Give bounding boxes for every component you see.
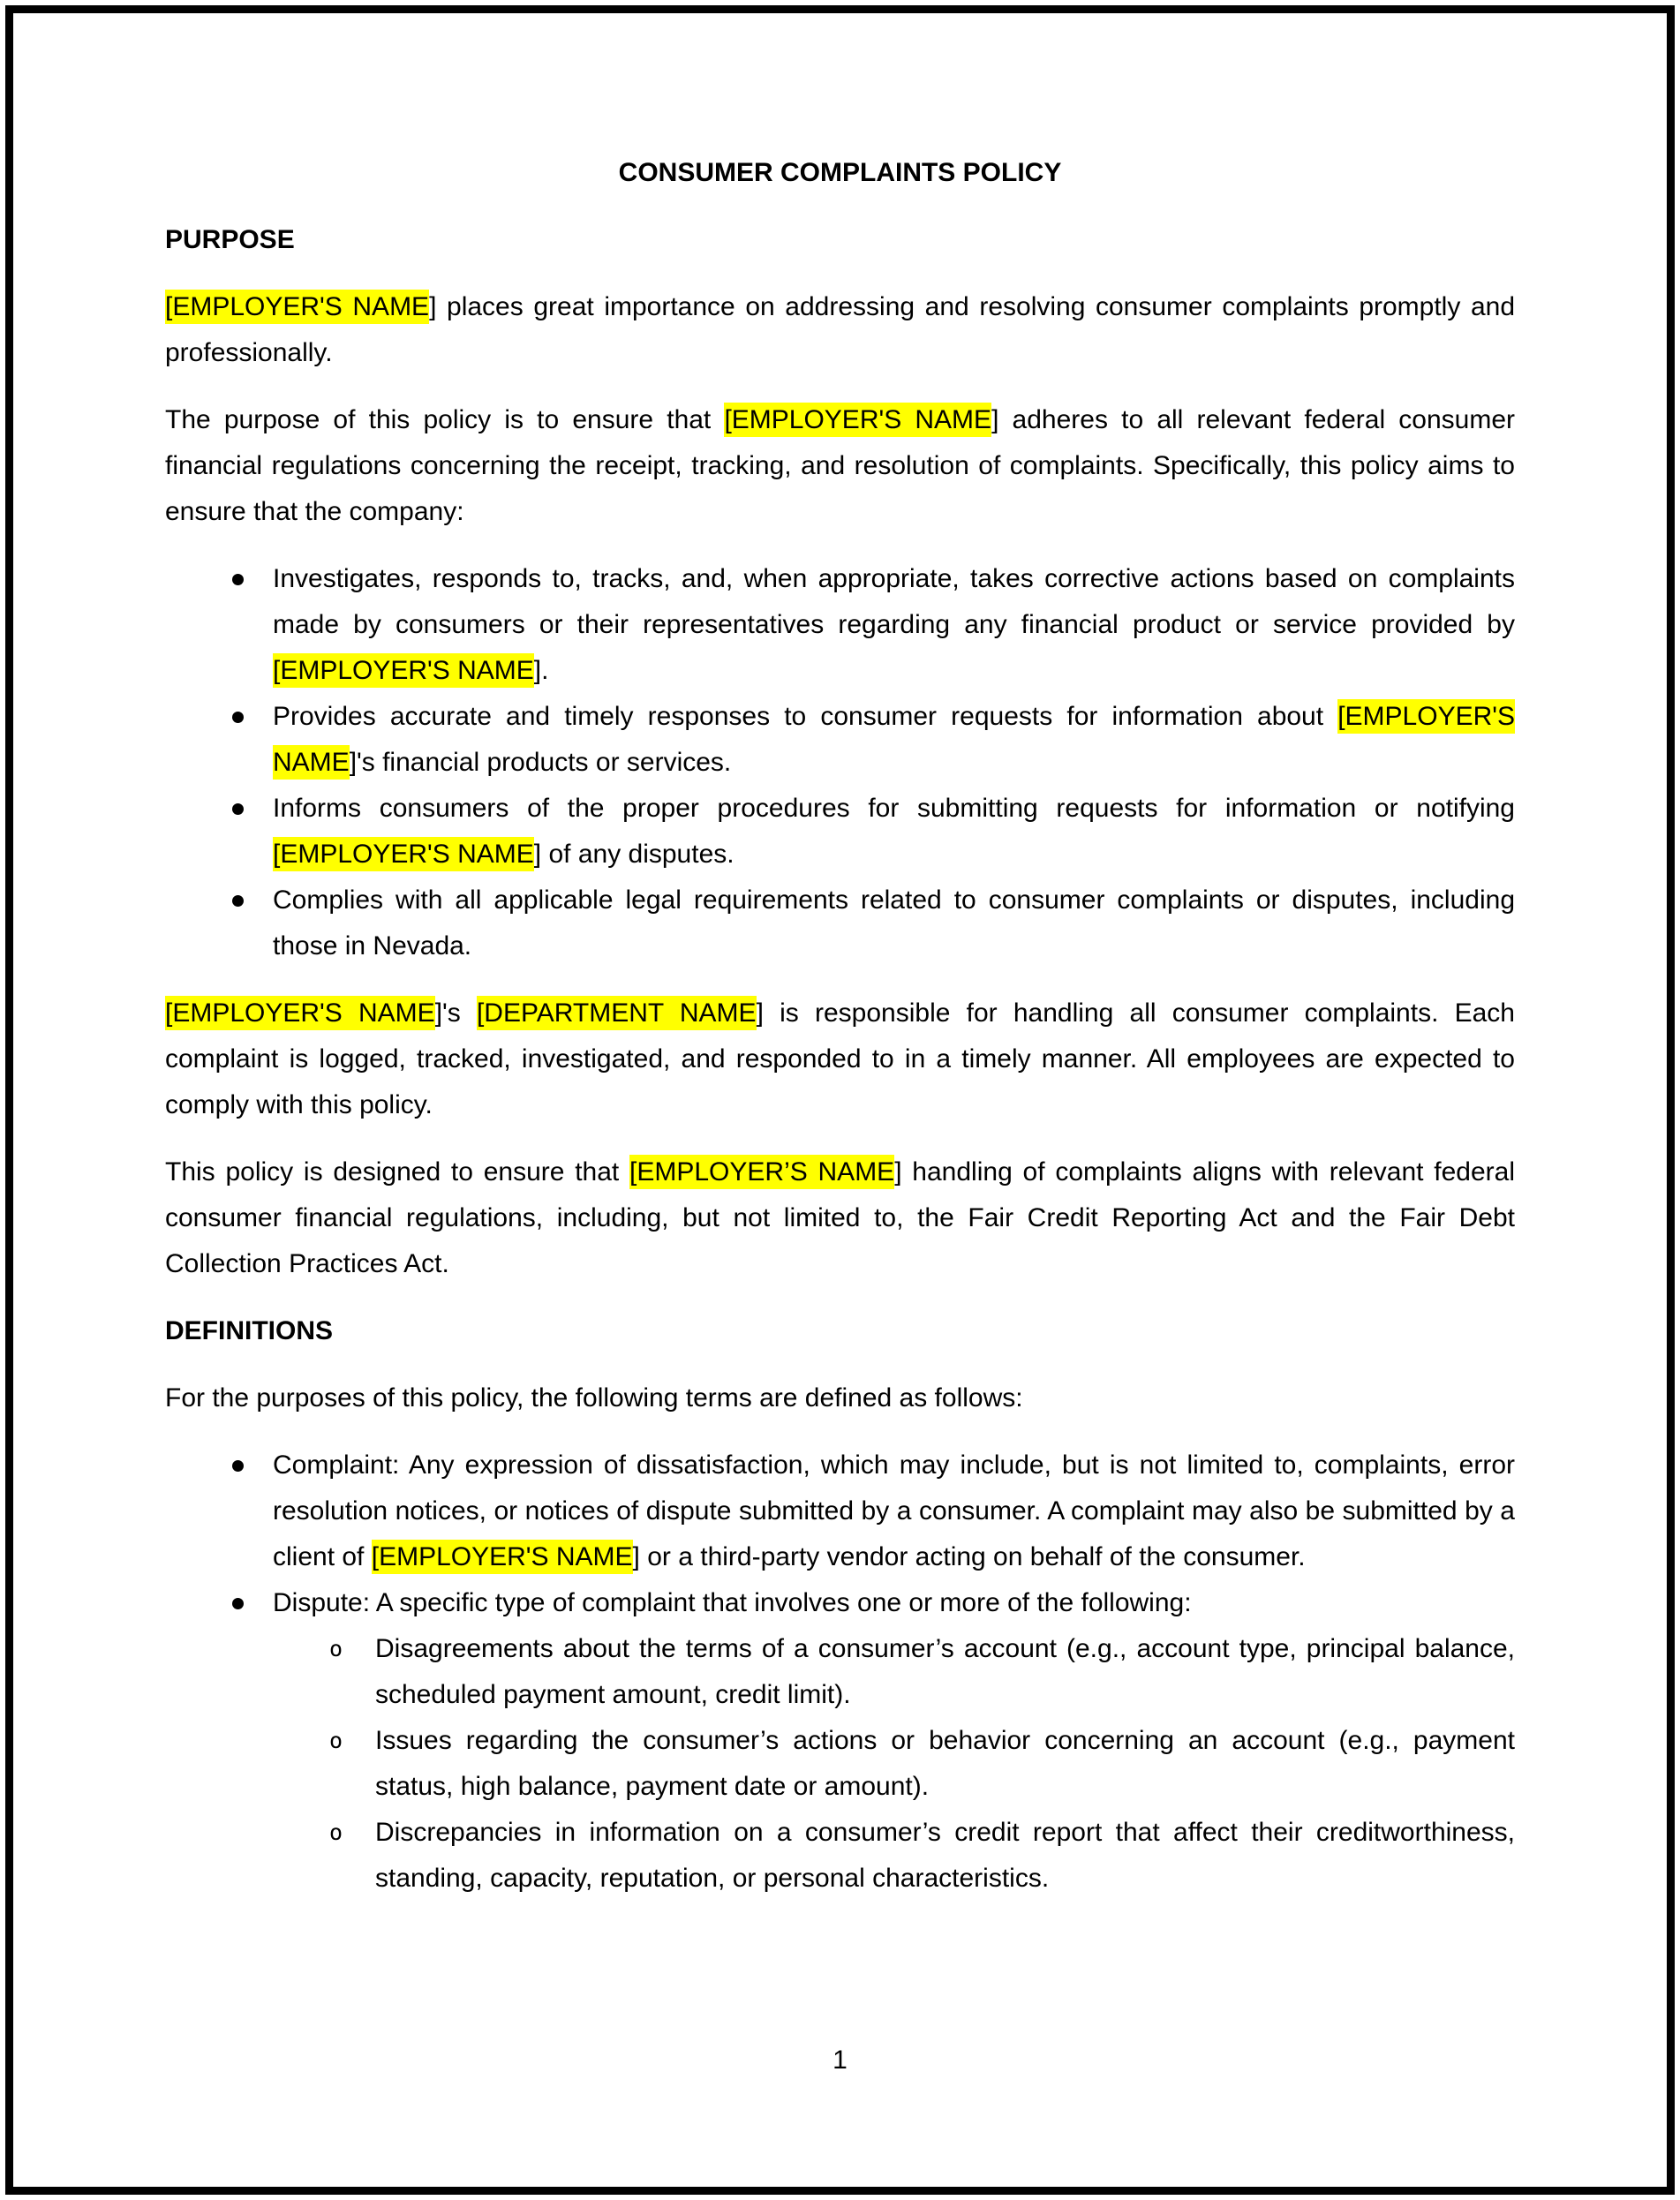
sub-list-item [165, 1810, 1515, 1902]
paragraph-regulation-alignment: This policy is designed to ensure that [EMPLOYER’S NAME] handling of complaints aligns with relevant federal consumer financial regulations, including, but not limited to, the Fair Credit Reporting Act and the Fair Debt Collection Practices Act. [165, 1149, 1515, 1287]
list-item-text: Informs consumers of the proper procedures for submitting requests for information or notifying [EMPLOYER'S NAME] of any disputes. [273, 794, 1515, 871]
disc-bullet-icon [232, 712, 244, 723]
list-item-text: Complies with all applicable legal requirements related to consumer complaints or disputes, including those in Nevada. [273, 885, 1515, 961]
paragraph-policy-purpose: The purpose of this policy is to ensure that [EMPLOYER'S NAME] adheres to all relevant federal consumer financial regulations concerning the receipt, tracking, and resolution of complaints. Specifically, this policy aims to ensure that the company: [165, 397, 1515, 535]
disc-bullet-icon [232, 803, 244, 815]
section-heading-definitions: DEFINITIONS [165, 1316, 334, 1345]
list-item [165, 694, 1515, 786]
circle-bullet-icon: o [329, 1636, 343, 1661]
disc-bullet-icon [232, 1598, 244, 1609]
disc-bullet-icon [232, 574, 244, 585]
purpose-bullet-list [165, 556, 1515, 969]
list-item-text: Complaint: Any expression of dissatisfaction, which may include, but is not limited to, complaints, error resolution notices, or notices of dispute submitted by a consumer. A complaint may also be submitted by a client of [EMPLOYER'S NAME] or a third-party vendor acting on behalf of the consumer. [273, 1450, 1515, 1574]
section-heading-purpose: PURPOSE [165, 225, 295, 254]
sub-list-item [165, 1718, 1515, 1810]
list-item [165, 786, 1515, 878]
list-item-text: Dispute: A specific type of complaint that involves one or more of the following: [273, 1588, 1192, 1617]
circle-bullet-icon: o [329, 1728, 343, 1753]
paragraph-department-responsibility: [EMPLOYER'S NAME]'s [DEPARTMENT NAME] is responsible for handling all consumer complaints. Each complaint is logged, tracked, investigated, and responded to in a timely manner. All employees are expected to comply with this policy. [165, 991, 1515, 1128]
list-item [165, 1580, 1515, 1626]
page-number: 1 [832, 2046, 848, 2075]
list-item [165, 878, 1515, 969]
paragraph-definitions-intro: For the purposes of this policy, the following terms are defined as follows: [165, 1383, 1023, 1413]
list-item-text: Provides accurate and timely responses to consumer requests for information about [EMPLOYER'S NAME]'s financial products or services. [273, 699, 1515, 780]
list-item [165, 1443, 1515, 1580]
sub-list-item-text: Discrepancies in information on a consumer’s credit report that affect their creditworthiness, standing, capacity, reputation, or personal characteristics. [375, 1818, 1515, 1893]
document-body [165, 150, 1515, 1923]
list-item-text: Investigates, responds to, tracks, and, when appropriate, takes corrective actions based on complaints made by consumers or their representatives regarding any financial product or service provided by [EMPLOYER'S NAME]. [273, 564, 1515, 688]
document-title: CONSUMER COMPLAINTS POLICY [618, 158, 1062, 187]
disc-bullet-icon [232, 895, 244, 907]
paragraph-intro: [EMPLOYER'S NAME] places great importance on addressing and resolving consumer complaints promptly and professionally. [165, 284, 1515, 376]
definitions-bullet-list [165, 1443, 1515, 1902]
sub-list-item [165, 1626, 1515, 1718]
disc-bullet-icon [232, 1460, 244, 1472]
list-item [165, 556, 1515, 694]
sub-list-item-text: Issues regarding the consumer’s actions or behavior concerning an account (e.g., payment status, high balance, payment date or amount). [375, 1726, 1515, 1801]
circle-bullet-icon: o [329, 1820, 343, 1845]
sub-list-item-text: Disagreements about the terms of a consumer’s account (e.g., account type, principal balance, scheduled payment amount, credit limit). [375, 1634, 1515, 1709]
